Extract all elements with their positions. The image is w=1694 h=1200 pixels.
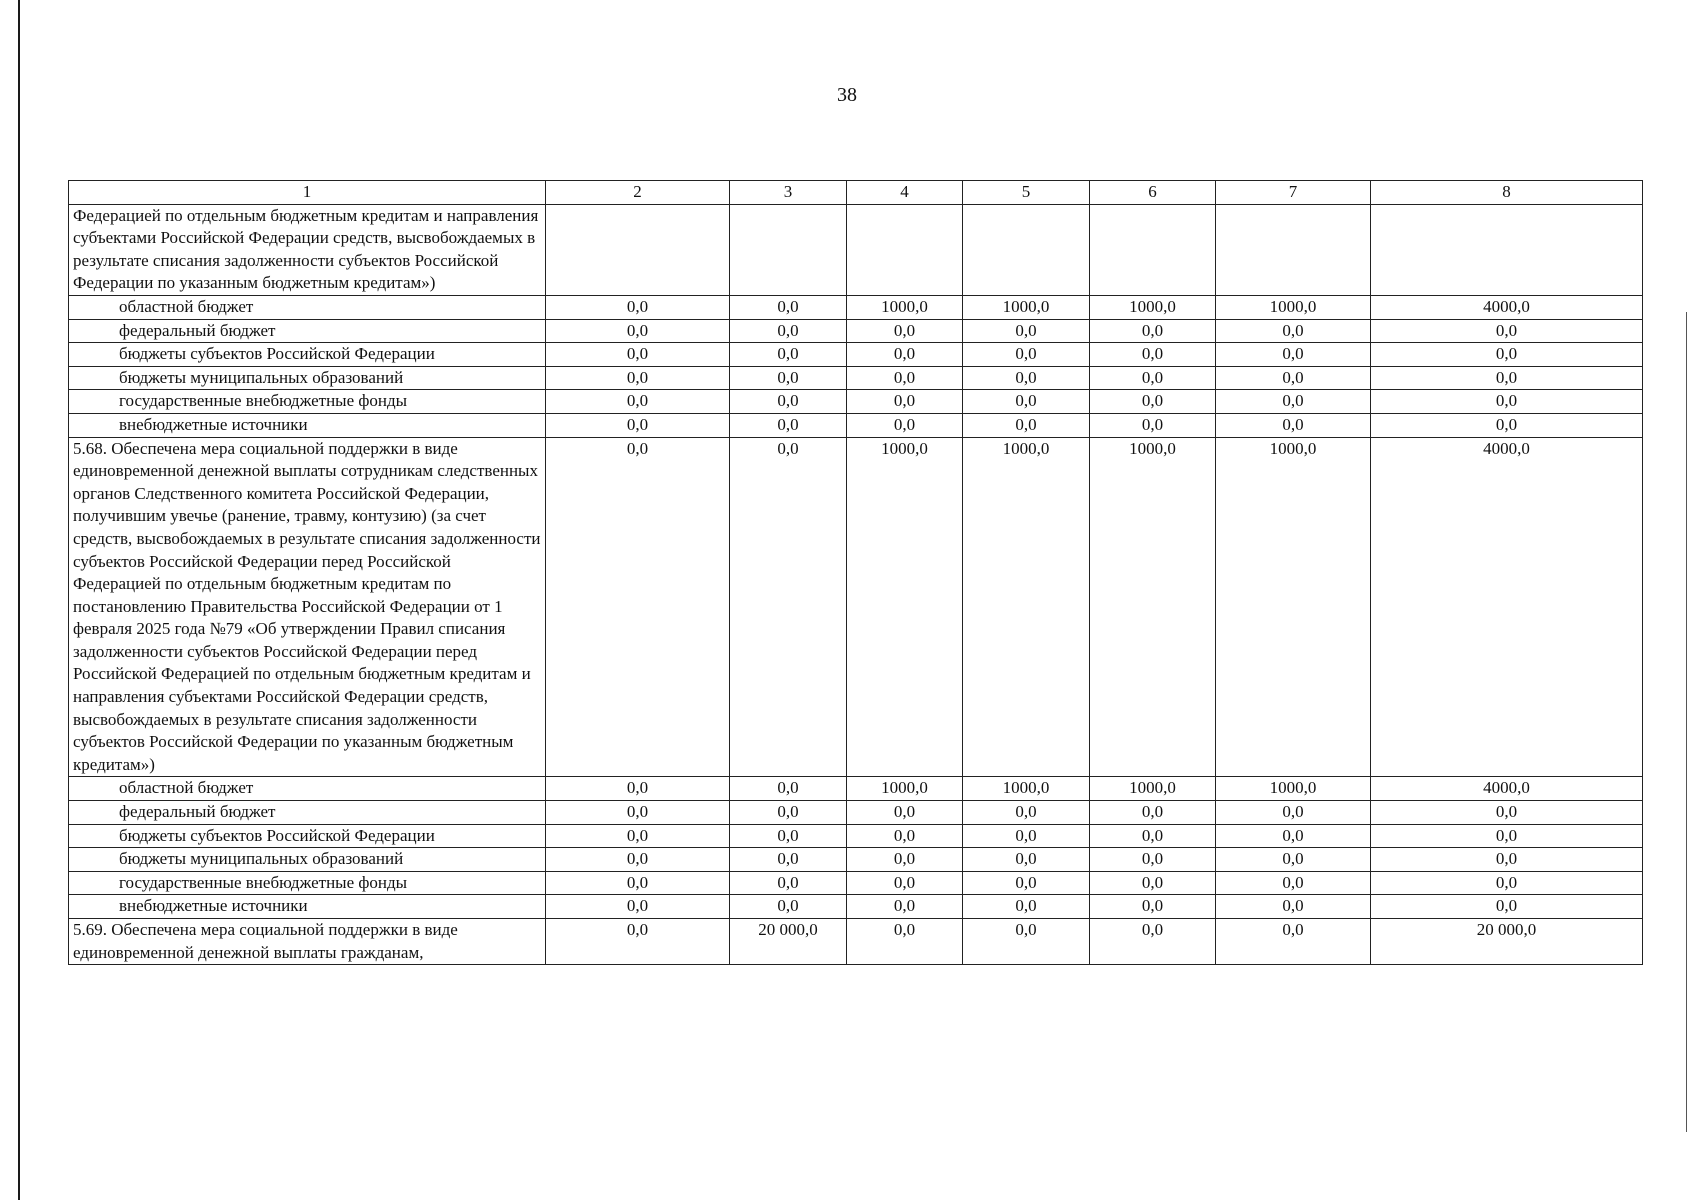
table-row-source — [69, 824, 1643, 848]
value-cell: 0,0 — [546, 390, 730, 414]
table-row-source — [69, 319, 1643, 343]
table-row-source — [69, 343, 1643, 367]
funding-source-label: областной бюджет — [69, 777, 546, 801]
value-cell: 0,0 — [546, 824, 730, 848]
funding-source-label: бюджеты субъектов Российской Федерации — [69, 824, 546, 848]
funding-source-label: государственные внебюджетные фонды — [69, 390, 546, 414]
value-cell: 1000,0 — [1090, 295, 1216, 319]
table-row-source — [69, 366, 1643, 390]
value-cell: 1000,0 — [963, 295, 1090, 319]
value-cell: 0,0 — [730, 871, 847, 895]
value-cell: 0,0 — [1216, 366, 1371, 390]
column-header: 1 — [69, 181, 546, 205]
value-cell: 0,0 — [1371, 895, 1643, 919]
value-cell: 0,0 — [1371, 366, 1643, 390]
column-header: 2 — [546, 181, 730, 205]
value-cell — [963, 204, 1090, 295]
value-cell — [1216, 204, 1371, 295]
value-cell: 0,0 — [546, 413, 730, 437]
value-cell: 0,0 — [1371, 390, 1643, 414]
table-row-source — [69, 895, 1643, 919]
value-cell: 0,0 — [1090, 343, 1216, 367]
value-cell: 1000,0 — [847, 437, 963, 777]
value-cell: 0,0 — [1371, 848, 1643, 872]
value-cell: 0,0 — [1090, 895, 1216, 919]
value-cell: 1000,0 — [1090, 777, 1216, 801]
value-cell: 0,0 — [730, 437, 847, 777]
value-cell: 0,0 — [1090, 871, 1216, 895]
value-cell: 1000,0 — [1090, 437, 1216, 777]
value-cell: 0,0 — [730, 895, 847, 919]
row-description: 5.69. Обеспечена мера социальной поддержки в виде единовременной денежной выплаты гражданам, — [69, 919, 546, 965]
value-cell: 0,0 — [847, 871, 963, 895]
table-row-source — [69, 848, 1643, 872]
value-cell: 0,0 — [1216, 895, 1371, 919]
value-cell — [546, 204, 730, 295]
value-cell: 0,0 — [546, 848, 730, 872]
value-cell: 0,0 — [1216, 919, 1371, 965]
value-cell: 0,0 — [1090, 824, 1216, 848]
value-cell — [1090, 204, 1216, 295]
value-cell: 0,0 — [1216, 413, 1371, 437]
value-cell: 0,0 — [546, 801, 730, 825]
value-cell: 0,0 — [1371, 343, 1643, 367]
value-cell: 0,0 — [847, 824, 963, 848]
funding-source-label: федеральный бюджет — [69, 319, 546, 343]
value-cell: 0,0 — [1090, 366, 1216, 390]
table-row-source — [69, 390, 1643, 414]
value-cell: 0,0 — [1216, 871, 1371, 895]
value-cell: 0,0 — [1216, 801, 1371, 825]
table-row-source — [69, 777, 1643, 801]
table-row-source — [69, 871, 1643, 895]
value-cell: 0,0 — [1090, 413, 1216, 437]
value-cell: 0,0 — [1216, 319, 1371, 343]
value-cell: 0,0 — [847, 848, 963, 872]
value-cell: 0,0 — [963, 319, 1090, 343]
value-cell: 0,0 — [847, 895, 963, 919]
value-cell: 0,0 — [730, 777, 847, 801]
value-cell: 1000,0 — [963, 437, 1090, 777]
funding-source-label: бюджеты муниципальных образований — [69, 848, 546, 872]
value-cell: 1000,0 — [1216, 295, 1371, 319]
value-cell — [730, 204, 847, 295]
funding-source-label: бюджеты субъектов Российской Федерации — [69, 343, 546, 367]
page-number: 38 — [837, 84, 857, 106]
value-cell: 0,0 — [847, 319, 963, 343]
funding-source-label: бюджеты муниципальных образований — [69, 366, 546, 390]
funding-source-label: областной бюджет — [69, 295, 546, 319]
value-cell: 0,0 — [963, 366, 1090, 390]
table-row-item — [69, 437, 1643, 777]
value-cell: 0,0 — [963, 343, 1090, 367]
column-header: 7 — [1216, 181, 1371, 205]
value-cell: 0,0 — [847, 343, 963, 367]
value-cell: 0,0 — [730, 295, 847, 319]
value-cell: 0,0 — [847, 801, 963, 825]
value-cell: 0,0 — [963, 824, 1090, 848]
value-cell: 0,0 — [1216, 848, 1371, 872]
value-cell: 0,0 — [963, 390, 1090, 414]
funding-source-label: федеральный бюджет — [69, 801, 546, 825]
value-cell: 0,0 — [963, 895, 1090, 919]
value-cell: 0,0 — [847, 413, 963, 437]
value-cell: 20 000,0 — [1371, 919, 1643, 965]
value-cell: 0,0 — [1371, 871, 1643, 895]
table-row-source — [69, 295, 1643, 319]
value-cell: 0,0 — [1090, 801, 1216, 825]
value-cell: 0,0 — [730, 801, 847, 825]
row-description: 5.68. Обеспечена мера социальной поддержки в виде единовременной денежной выплаты сотрудникам следственных органов Следственного комитета Российской Федерации, получившим увечье (ранение, травму, контузию) (за счет средств, высвобождаемых в результате списания задолженности субъектов Российской Федерации перед Российской Федерацией по отдельным бюджетным кредитам по постановлению Правительства Российской Федерации от 1 февраля 2025 года №79 «Об утверждении Правил списания задолженности субъектов Российской Федерации перед Российской Федерацией по отдельным бюджетным кредитам и направления субъектами Российской Федерации средств, высвобождаемых в результате списания задолженности субъектов Российской Федерации по указанным бюджетным кредитам») — [69, 437, 546, 777]
value-cell: 0,0 — [1216, 343, 1371, 367]
value-cell: 4000,0 — [1371, 295, 1643, 319]
value-cell: 4000,0 — [1371, 437, 1643, 777]
value-cell: 0,0 — [546, 777, 730, 801]
table-row-item — [69, 919, 1643, 965]
value-cell: 0,0 — [730, 824, 847, 848]
value-cell — [847, 204, 963, 295]
column-header: 8 — [1371, 181, 1643, 205]
value-cell: 0,0 — [546, 295, 730, 319]
value-cell: 0,0 — [546, 343, 730, 367]
value-cell: 0,0 — [963, 871, 1090, 895]
value-cell: 0,0 — [963, 919, 1090, 965]
value-cell: 0,0 — [963, 801, 1090, 825]
value-cell: 0,0 — [730, 343, 847, 367]
column-header: 6 — [1090, 181, 1216, 205]
table-row-source — [69, 801, 1643, 825]
value-cell: 0,0 — [546, 366, 730, 390]
value-cell: 0,0 — [546, 319, 730, 343]
value-cell: 0,0 — [1371, 801, 1643, 825]
value-cell: 0,0 — [847, 390, 963, 414]
value-cell: 0,0 — [1090, 390, 1216, 414]
value-cell: 0,0 — [730, 413, 847, 437]
value-cell: 0,0 — [546, 871, 730, 895]
value-cell: 20 000,0 — [730, 919, 847, 965]
value-cell: 0,0 — [847, 919, 963, 965]
row-description: Федерацией по отдельным бюджетным кредитам и направления субъектами Российской Федерации средств, высвобождаемых в результате списания задолженности субъектов Российской Федерации по указанным бюджетным кредитам») — [69, 204, 546, 295]
column-header: 3 — [730, 181, 847, 205]
value-cell: 0,0 — [730, 848, 847, 872]
value-cell: 0,0 — [1090, 319, 1216, 343]
value-cell: 1000,0 — [963, 777, 1090, 801]
value-cell — [1371, 204, 1643, 295]
column-header: 5 — [963, 181, 1090, 205]
table-row-item — [69, 204, 1643, 295]
value-cell: 0,0 — [847, 366, 963, 390]
value-cell: 0,0 — [546, 895, 730, 919]
funding-source-label: внебюджетные источники — [69, 413, 546, 437]
value-cell: 0,0 — [730, 366, 847, 390]
value-cell: 0,0 — [1371, 413, 1643, 437]
table-row-source — [69, 413, 1643, 437]
value-cell: 0,0 — [1216, 824, 1371, 848]
value-cell: 0,0 — [1216, 390, 1371, 414]
value-cell: 0,0 — [963, 848, 1090, 872]
value-cell: 0,0 — [730, 319, 847, 343]
value-cell: 0,0 — [963, 413, 1090, 437]
funding-source-label: государственные внебюджетные фонды — [69, 871, 546, 895]
value-cell: 0,0 — [546, 437, 730, 777]
budget-table — [68, 180, 1643, 965]
scan-left-edge — [18, 0, 20, 1200]
scan-right-edge — [1686, 312, 1687, 1132]
value-cell: 4000,0 — [1371, 777, 1643, 801]
value-cell: 1000,0 — [847, 777, 963, 801]
column-number-row — [69, 181, 1643, 205]
value-cell: 1000,0 — [1216, 777, 1371, 801]
column-header: 4 — [847, 181, 963, 205]
value-cell: 0,0 — [730, 390, 847, 414]
value-cell: 0,0 — [1090, 919, 1216, 965]
value-cell: 0,0 — [1371, 319, 1643, 343]
funding-source-label: внебюджетные источники — [69, 895, 546, 919]
value-cell: 0,0 — [1090, 848, 1216, 872]
value-cell: 1000,0 — [847, 295, 963, 319]
value-cell: 0,0 — [1371, 824, 1643, 848]
value-cell: 1000,0 — [1216, 437, 1371, 777]
value-cell: 0,0 — [546, 919, 730, 965]
